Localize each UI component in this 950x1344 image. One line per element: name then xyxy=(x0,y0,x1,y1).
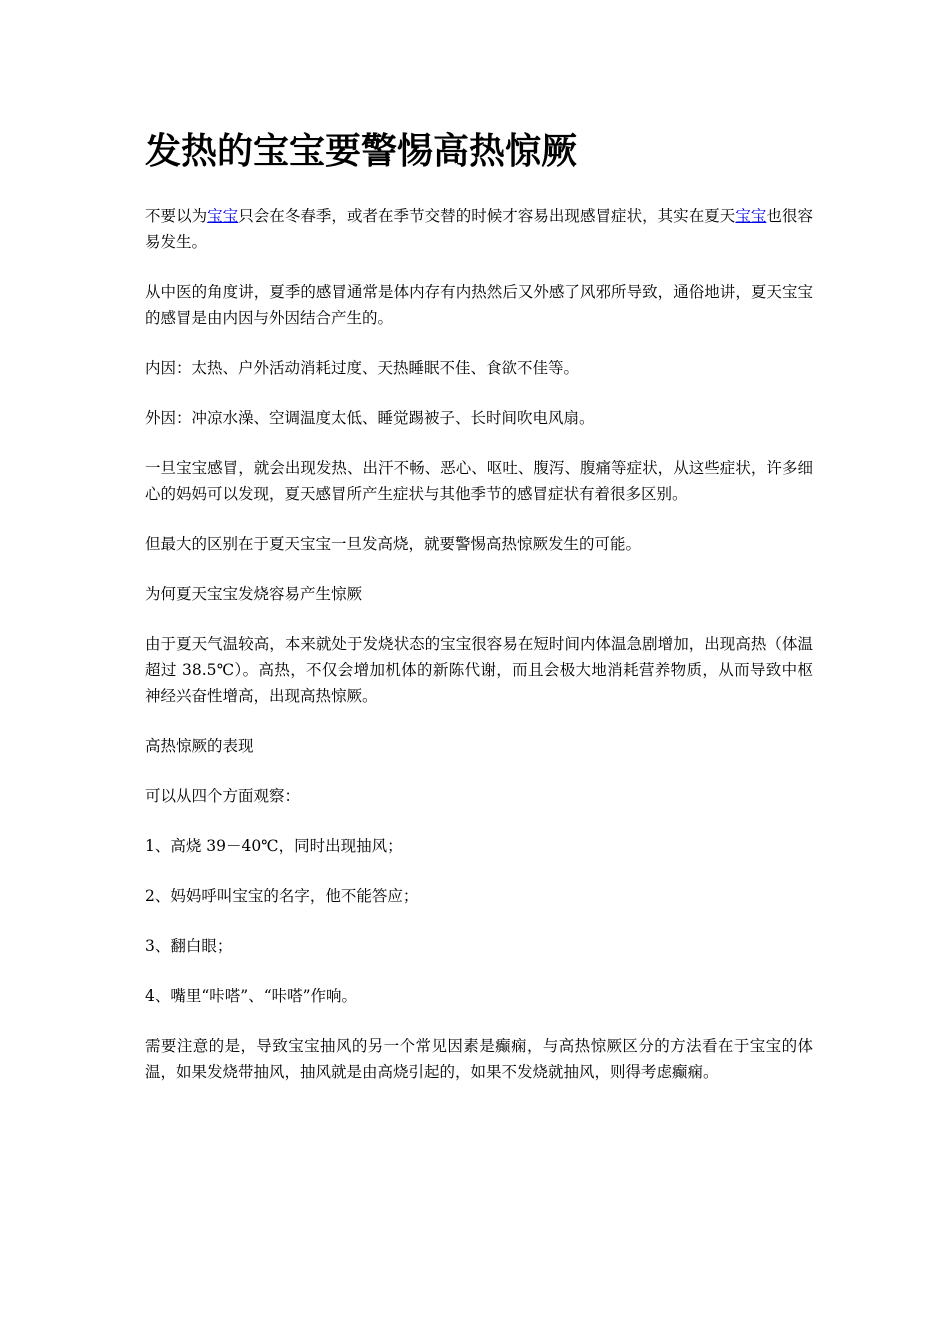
list-item-2: 2、妈妈呼叫宝宝的名字，他不能答应； xyxy=(145,887,419,905)
paragraph-observe-intro: 可以从四个方面观察： xyxy=(145,787,301,805)
list-item-1: 1、高烧 39－40℃，同时出现抽风； xyxy=(145,837,403,855)
intro-text-2: 只会在冬春季，或者在季节交替的时候才容易出现感冒症状，其实在夏天 xyxy=(238,207,736,225)
intro-text-1: 不要以为 xyxy=(145,207,208,225)
document-title: 发热的宝宝要警惕高热惊厥 xyxy=(145,131,578,172)
baby-link-2[interactable]: 宝宝 xyxy=(735,207,767,225)
paragraph-internal-causes: 内因：太热、户外活动消耗过度、天热睡眠不佳、食欲不佳等。 xyxy=(145,359,580,377)
baby-link-1[interactable]: 宝宝 xyxy=(207,207,239,225)
section-heading-why: 为何夏天宝宝发烧容易产生惊厥 xyxy=(145,585,363,603)
intro-paragraph xyxy=(145,203,813,255)
paragraph-note-epilepsy: 需要注意的是，导致宝宝抽风的另一个常见因素是癫痫，与高热惊厥区分的方法看在于宝宝的体温，如果发烧带抽风，抽风就是由高烧引起的，如果不发烧就抽风，则得考虑癫痫。 xyxy=(145,1037,813,1081)
list-item-3: 3、翻白眼； xyxy=(145,937,233,955)
list-item-4: 4、嘴里“咔嗒”、“咔嗒”作响。 xyxy=(145,987,358,1005)
section-heading-manifestations: 高热惊厥的表现 xyxy=(145,737,254,755)
paragraph-why-explanation: 由于夏天气温较高，本来就处于发烧状态的宝宝很容易在短时间内体温急剧增加，出现高热（体温超过 38.5℃）。高热，不仅会增加机体的新陈代谢，而且会极大地消耗营养物质，从而导致中枢神经兴奋性增高，出现高热惊厥。 xyxy=(145,635,813,705)
paragraph-biggest-difference: 但最大的区别在于夏天宝宝一旦发高烧，就要警惕高热惊厥发生的可能。 xyxy=(145,535,642,553)
intro-text-3: 也很容易发生。 xyxy=(145,207,813,251)
document-page xyxy=(145,128,813,1109)
paragraph-symptoms: 一旦宝宝感冒，就会出现发热、出汗不畅、恶心、呕吐、腹泻、腹痛等症状，从这些症状，许多细心的妈妈可以发现，夏天感冒所产生症状与其他季节的感冒症状有着很多区别。 xyxy=(145,459,813,503)
paragraph-external-causes: 外因：冲凉水澡、空调温度太低、睡觉踢被子、长时间吹电风扇。 xyxy=(145,409,595,427)
paragraph-tcm-view: 从中医的角度讲，夏季的感冒通常是体内存有内热然后又外感了风邪所导致，通俗地讲，夏天宝宝的感冒是由内因与外因结合产生的。 xyxy=(145,283,813,327)
